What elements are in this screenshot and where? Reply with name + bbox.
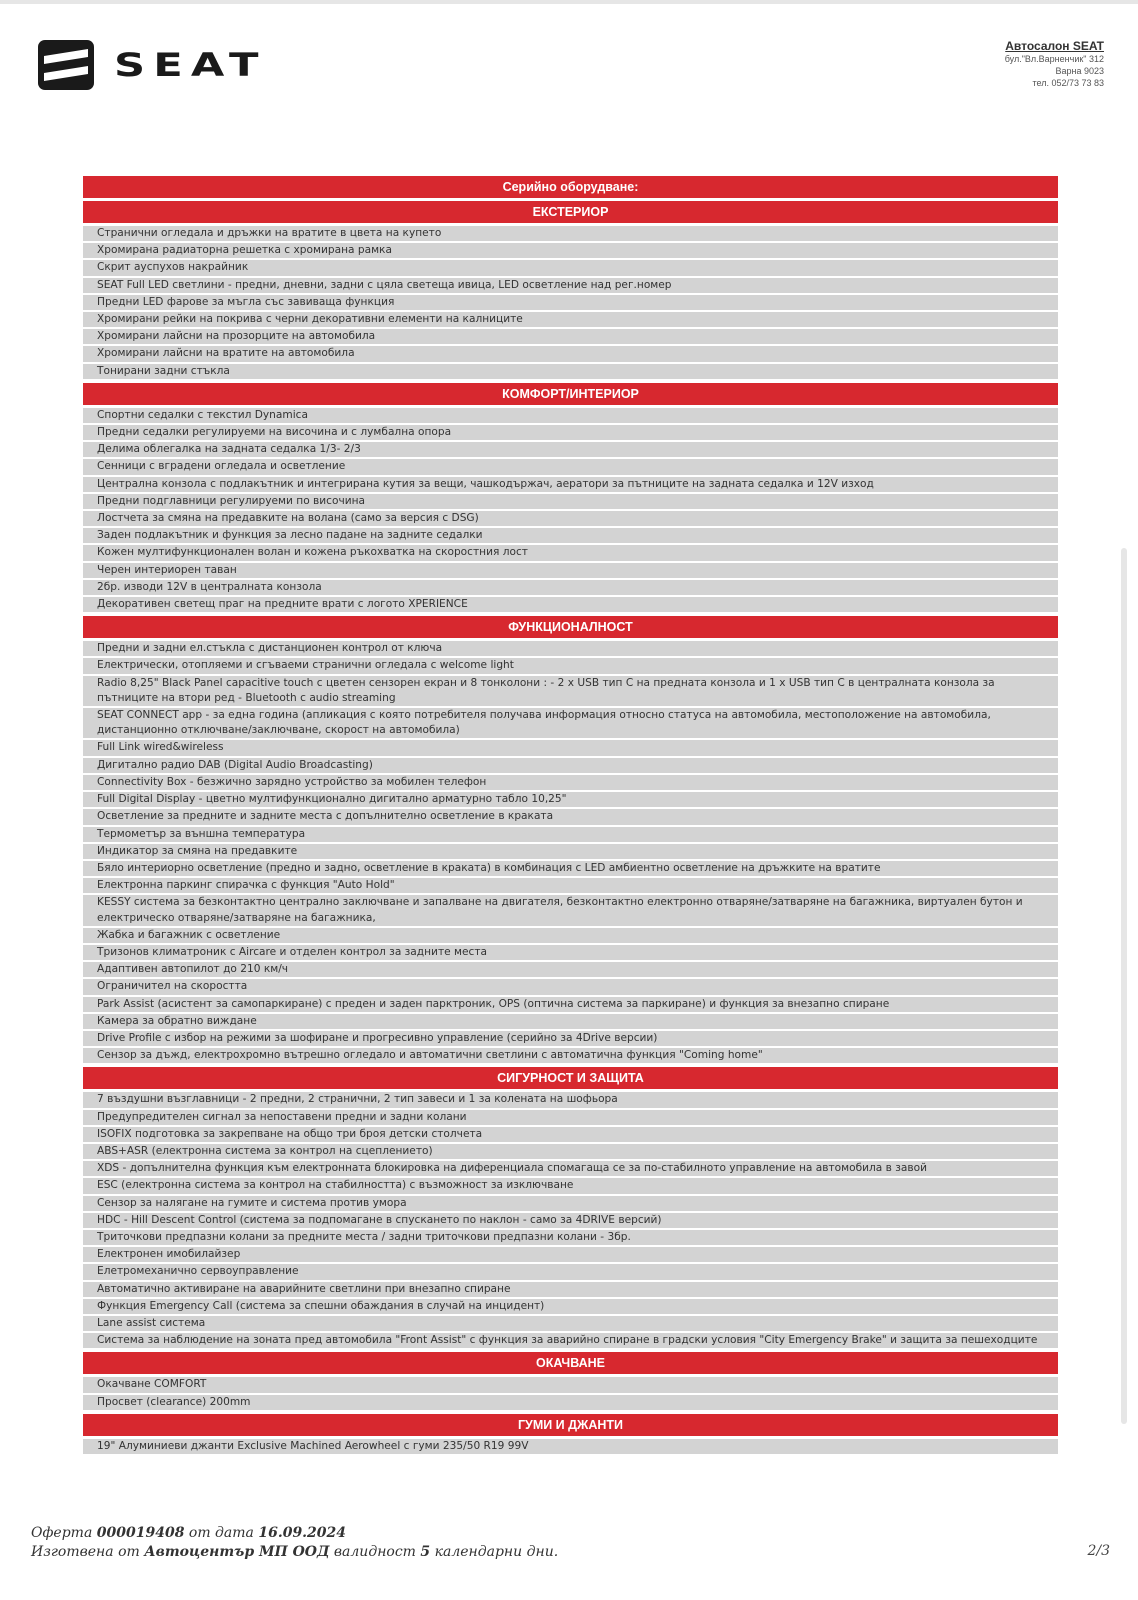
equipment-item: Хромирани рейки на покрива с черни декоративни елементи на калниците: [83, 312, 1058, 327]
equipment-item: Централна конзола с подлакътник и интегрирана кутия за вещи, чашкодържач, аератори за пътниците на задната седалка и 12V изход: [83, 477, 1058, 492]
equipment-sheet: [83, 176, 1058, 1456]
prepared-line: [31, 1543, 558, 1562]
equipment-item: Тонирани задни стъкла: [83, 364, 1058, 379]
prepared-label: Изготвена от: [31, 1544, 140, 1560]
page-number: 2/3: [1087, 1543, 1110, 1559]
equipment-section: [83, 1414, 1058, 1454]
equipment-item: Full Digital Display - цветно мултифункционално дигитално арматурно табло 10,25": [83, 792, 1058, 807]
seat-s-icon: [38, 40, 94, 90]
equipment-section: [83, 1352, 1058, 1409]
sheet-title: Серийно оборудване:: [83, 176, 1058, 198]
equipment-item: SEAT CONNECT app - за една година (апликация с която потребителя получава информация относно статуса на автомобила, местоположение на автомобила, дистанционно отключване/заключване, скорост на автомобила): [83, 708, 1058, 738]
equipment-item: Черен интериорен таван: [83, 563, 1058, 578]
dealer-address: бул."Вл.Варненчик" 312: [1004, 54, 1104, 64]
equipment-item: Сензор за налягане на гумите и система против умора: [83, 1196, 1058, 1211]
validity-label: валидност: [333, 1544, 416, 1560]
equipment-item: Кожен мултифункционален волан и кожена ръкохватка на скоростния лост: [83, 545, 1058, 560]
equipment-item: XDS - допълнителна функция към електронната блокировка на диференциала спомагаща се за по-стабилното управление на автомобила в завой: [83, 1161, 1058, 1176]
section-header: ЕКСТЕРИОР: [83, 201, 1058, 223]
equipment-section: [83, 383, 1058, 612]
equipment-item: Drive Profile с избор на режими за шофиране и прогресивно управление (серийно за 4Drive версии): [83, 1031, 1058, 1046]
equipment-item: Заден подлакътник и функция за лесно падане на задните седалки: [83, 528, 1058, 543]
equipment-item: 2бр. изводи 12V в централната конзола: [83, 580, 1058, 595]
scrollbar[interactable]: [1121, 548, 1127, 1424]
validity-days: 5: [420, 1544, 431, 1560]
equipment-item: Странични огледала и дръжки на вратите в цвета на купето: [83, 226, 1058, 241]
offer-line: [31, 1524, 558, 1543]
equipment-item: Хромирани лайсни на прозорците на автомобила: [83, 329, 1058, 344]
equipment-item: Предни и задни ел.стъкла с дистанционен контрол от ключа: [83, 641, 1058, 656]
section-header: ОКАЧВАНЕ: [83, 1352, 1058, 1374]
offer-date: 16.09.2024: [258, 1525, 347, 1541]
equipment-item: Хромирана радиаторна решетка с хромирана рамка: [83, 243, 1058, 258]
equipment-item: 19" Алуминиеви джанти Exclusive Machined Aerowheel с гуми 235/50 R19 99V: [83, 1439, 1058, 1454]
top-border: [0, 0, 1138, 4]
equipment-item: ISOFIX подготовка за закрепване на общо три броя детски столчета: [83, 1127, 1058, 1142]
dealer-phone: тел. 052/73 73 83: [1032, 78, 1104, 88]
equipment-item: 7 въздушни възглавници - 2 предни, 2 странични, 2 тип завеси и 1 за колената на шофьора: [83, 1092, 1058, 1107]
equipment-item: Делима облегалка на задната седалка 1/3- 2/3: [83, 442, 1058, 457]
dealer-name[interactable]: Автосалон SEAT: [1005, 39, 1104, 53]
company-name: Автоцентър МП ООД: [144, 1544, 330, 1560]
equipment-section: [83, 616, 1058, 1063]
equipment-item: Индикатор за смяна на предавките: [83, 844, 1058, 859]
dealer-info: [1005, 39, 1104, 89]
brand-name: SEAT: [114, 46, 267, 84]
equipment-item: Камера за обратно виждане: [83, 1014, 1058, 1029]
equipment-section: [83, 1067, 1058, 1348]
equipment-item: Дигитално радио DAB (Digital Audio Broadcasting): [83, 758, 1058, 773]
equipment-item: Connectivity Box - безжично зарядно устройство за мобилен телефон: [83, 775, 1058, 790]
date-label: от дата: [188, 1525, 254, 1541]
equipment-item: Бяло интериорно осветление (предно и задно, осветление в краката) в комбинация с LED амбиентно осветление на дръжките на вратите: [83, 861, 1058, 876]
equipment-item: Сенници с вградени огледала и осветление: [83, 459, 1058, 474]
equipment-item: Електрически, отопляеми и сгъваеми странични огледала с welcome light: [83, 658, 1058, 673]
offer-label: Оферта: [31, 1525, 93, 1541]
equipment-item: Full Link wired&wireless: [83, 740, 1058, 755]
equipment-item: ESC (електронна система за контрол на стабилността) с възможност за изключване: [83, 1178, 1058, 1193]
equipment-item: Декоративен светещ праг на предните врати с логото XPERIENCE: [83, 597, 1058, 612]
section-header: КОМФОРТ/ИНТЕРИОР: [83, 383, 1058, 405]
equipment-item: Автоматично активиране на аварийните светлини при внезапно спиране: [83, 1282, 1058, 1297]
equipment-item: Park Assist (асистент за самопаркиране) с преден и заден парктроник, OPS (оптична система за паркиране) и функция за внезапно спиране: [83, 997, 1058, 1012]
validity-unit: календарни дни.: [434, 1544, 559, 1560]
equipment-item: SEAT Full LED светлини - предни, дневни, задни с цяла светеща ивица, LED осветление над рег.номер: [83, 278, 1058, 293]
equipment-item: Хромирани лайсни на вратите на автомобила: [83, 346, 1058, 361]
dealer-city: Варна 9023: [1055, 66, 1104, 76]
equipment-item: Спортни седалки с текстил Dynamica: [83, 408, 1058, 423]
equipment-item: Термометър за външна температура: [83, 827, 1058, 842]
equipment-item: Окачване COMFORT: [83, 1377, 1058, 1392]
equipment-item: Предни подглавници регулируеми по височина: [83, 494, 1058, 509]
section-header: ГУМИ И ДЖАНТИ: [83, 1414, 1058, 1436]
equipment-item: Триточкови предпазни колани за предните места / задни триточкови предпазни колани - 3бр.: [83, 1230, 1058, 1245]
equipment-item: Предни LED фарове за мъгла със завиваща функция: [83, 295, 1058, 310]
equipment-item: Ограничител на скоростта: [83, 979, 1058, 994]
equipment-item: Функция Emergency Call (система за спешни обаждания в случай на инцидент): [83, 1299, 1058, 1314]
equipment-item: Жабка и багажник с осветление: [83, 928, 1058, 943]
equipment-item: Radio 8,25" Black Panel capacitive touch с цветен сензорен екран и 8 тонколони : - 2 x USB тип C на предната конзола и 1 x USB тип C в централната конзола за пътниците на втори ред - Bluetooth с audio streaming: [83, 676, 1058, 706]
equipment-item: Осветление за предните и задните места с допълнително осветление в краката: [83, 809, 1058, 824]
equipment-item: HDC - Hill Descent Control (система за подпомагане в спускането по наклон - само за 4DRIVE версий): [83, 1213, 1058, 1228]
equipment-item: Предни седалки регулируеми на височина и с лумбална опора: [83, 425, 1058, 440]
equipment-item: Електронен имобилайзер: [83, 1247, 1058, 1262]
seat-logo: [38, 40, 267, 90]
equipment-item: Лостчета за смяна на предавките на волана (само за версия с DSG): [83, 511, 1058, 526]
offer-number: 000019408: [96, 1525, 185, 1541]
offer-footer: [31, 1524, 558, 1562]
equipment-item: Сензор за дъжд, електрохромно вътрешно огледало и автоматични светлини с автоматична функция "Coming home": [83, 1048, 1058, 1063]
equipment-item: Lane assist система: [83, 1316, 1058, 1331]
equipment-item: Скрит ауспухов накрайник: [83, 260, 1058, 275]
equipment-item: KESSY система за безконтактно централно заключване и запалване на двигателя, безконтактно електронно отваряне/затваряне на багажника, виртуален бутон и електрическо отваряне/затваряне на багажника,: [83, 895, 1058, 925]
equipment-item: Електронна паркинг спирачка с функция "Auto Hold": [83, 878, 1058, 893]
equipment-item: Просвет (clearance) 200mm: [83, 1395, 1058, 1410]
equipment-section: [83, 201, 1058, 379]
equipment-item: Предупредителен сигнал за непоставени предни и задни колани: [83, 1110, 1058, 1125]
equipment-item: Адаптивен автопилот до 210 км/ч: [83, 962, 1058, 977]
equipment-item: Елетромеханично сервоуправление: [83, 1264, 1058, 1279]
section-header: СИГУРНОСТ И ЗАЩИТА: [83, 1067, 1058, 1089]
equipment-item: ABS+ASR (електронна система за контрол на сцеплението): [83, 1144, 1058, 1159]
equipment-item: Система за наблюдение на зоната пред автомобила "Front Assist" с функция за аварийно спиране в градски условия "City Emergency Brake" и защита за пешеходците: [83, 1333, 1058, 1348]
section-header: ФУНКЦИОНАЛНОСТ: [83, 616, 1058, 638]
equipment-item: Тризонов климатроник с Aircare и отделен контрол за задните места: [83, 945, 1058, 960]
sections-container: [83, 201, 1058, 1454]
